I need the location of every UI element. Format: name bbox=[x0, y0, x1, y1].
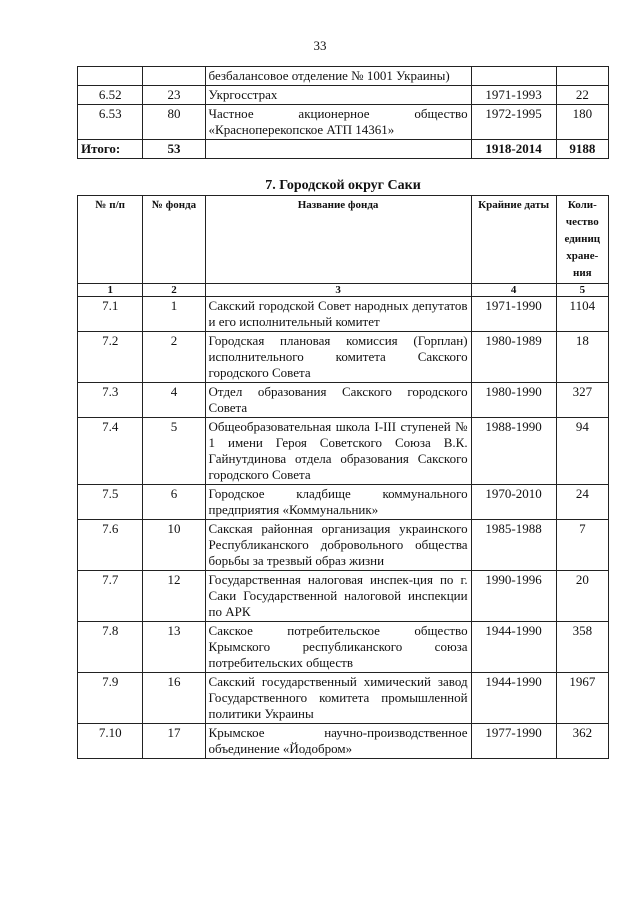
cell-fund bbox=[143, 67, 205, 86]
cell-name: Государственная налоговая инспек-ция по г. Саки Государственной налоговой инспекции по АРК bbox=[205, 571, 471, 622]
cell-name: Отдел образования Сакского городского Совета bbox=[205, 383, 471, 418]
cell-name: безбалансовое отделение № 1001 Украины) bbox=[205, 67, 471, 86]
cell-count bbox=[556, 67, 608, 86]
cell-dates: 1990-1996 bbox=[471, 571, 556, 622]
table-row bbox=[78, 383, 609, 418]
table-row bbox=[78, 622, 609, 673]
table-row bbox=[78, 86, 609, 105]
header-fund: № фонда bbox=[143, 196, 205, 284]
cell-count: 327 bbox=[556, 383, 608, 418]
cell-fund: 10 bbox=[143, 520, 205, 571]
cell-dates: 1970-2010 bbox=[471, 485, 556, 520]
cell-count: 18 bbox=[556, 332, 608, 383]
cell-count: 1967 bbox=[556, 673, 608, 724]
cell-count: 20 bbox=[556, 571, 608, 622]
cell-fund: 17 bbox=[143, 724, 205, 759]
cell-dates: 1972-1995 bbox=[471, 105, 556, 140]
cell-name: Городская плановая комиссия (Горплан) исполнительного комитета Сакского городского Совета bbox=[205, 332, 471, 383]
table-row bbox=[78, 673, 609, 724]
cell-num: 7.2 bbox=[78, 332, 143, 383]
cell-num: 7.6 bbox=[78, 520, 143, 571]
table-row bbox=[78, 485, 609, 520]
cell-fund: 16 bbox=[143, 673, 205, 724]
cell-fund: 6 bbox=[143, 485, 205, 520]
table-row bbox=[78, 105, 609, 140]
table-row bbox=[78, 520, 609, 571]
cell-name: Частное акционерное общество «Красноперекопское АТП 14361» bbox=[205, 105, 471, 140]
cell-count: 180 bbox=[556, 105, 608, 140]
cell-name: Сакская районная организация украинского Республиканского добровольного общества борьбы за трезвый образ жизни bbox=[205, 520, 471, 571]
cell-name: Крымское научно-производственное объединение «Йодобром» bbox=[205, 724, 471, 759]
cell-name: Сакский городской Совет народных депутатов и его исполнительный комитет bbox=[205, 297, 471, 332]
cell-fund: 12 bbox=[143, 571, 205, 622]
cell-num bbox=[78, 67, 143, 86]
cell-fund: 23 bbox=[143, 86, 205, 105]
previous-section-table bbox=[77, 66, 609, 159]
cell-count: 7 bbox=[556, 520, 608, 571]
cell-fund: 80 bbox=[143, 105, 205, 140]
column-index-row bbox=[78, 284, 609, 297]
cell-dates: 1944-1990 bbox=[471, 673, 556, 724]
cell-fund: 13 bbox=[143, 622, 205, 673]
cell-fund: 5 bbox=[143, 418, 205, 485]
cell-count: 22 bbox=[556, 86, 608, 105]
col-index: 4 bbox=[471, 284, 556, 297]
cell-name: Сакское потребительское общество Крымского республиканского союза потребительских обществ bbox=[205, 622, 471, 673]
cell-count: 94 bbox=[556, 418, 608, 485]
cell-name: Городское кладбище коммунального предприятия «Коммунальник» bbox=[205, 485, 471, 520]
table-row bbox=[78, 571, 609, 622]
table-row bbox=[78, 332, 609, 383]
header-dates: Крайние даты bbox=[471, 196, 556, 284]
table-row bbox=[78, 140, 609, 159]
cell-dates: 1971-1990 bbox=[471, 297, 556, 332]
table-row bbox=[78, 724, 609, 759]
cell-count: 362 bbox=[556, 724, 608, 759]
cell-num: 6.52 bbox=[78, 86, 143, 105]
cell-num: 7.10 bbox=[78, 724, 143, 759]
header-name: Название фонда bbox=[205, 196, 471, 284]
cell-fund: 4 bbox=[143, 383, 205, 418]
cell-num: 7.8 bbox=[78, 622, 143, 673]
cell-fund: 53 bbox=[143, 140, 205, 159]
cell-count: 1104 bbox=[556, 297, 608, 332]
header-num: № п/п bbox=[78, 196, 143, 284]
cell-dates bbox=[471, 67, 556, 86]
cell-name: Укргосстрах bbox=[205, 86, 471, 105]
cell-num: 7.3 bbox=[78, 383, 143, 418]
cell-count: 358 bbox=[556, 622, 608, 673]
cell-num: 7.1 bbox=[78, 297, 143, 332]
table-row bbox=[78, 67, 609, 86]
cell-num: 7.9 bbox=[78, 673, 143, 724]
cell-count: 24 bbox=[556, 485, 608, 520]
table-header-row bbox=[78, 196, 609, 284]
cell-num: Итого: bbox=[78, 140, 143, 159]
cell-dates: 1980-1990 bbox=[471, 383, 556, 418]
cell-num: 7.7 bbox=[78, 571, 143, 622]
header-count: Коли-чество единиц хране-ния bbox=[556, 196, 608, 284]
cell-name: Сакский государственный химический завод Государственного комитета промышленной политики Украины bbox=[205, 673, 471, 724]
cell-dates: 1985-1988 bbox=[471, 520, 556, 571]
table-row bbox=[78, 297, 609, 332]
page-number: 33 bbox=[313, 38, 327, 53]
cell-num: 7.4 bbox=[78, 418, 143, 485]
col-index: 1 bbox=[78, 284, 143, 297]
section-title: 7. Городской округ Саки bbox=[265, 178, 421, 193]
cell-dates: 1944-1990 bbox=[471, 622, 556, 673]
cell-dates: 1988-1990 bbox=[471, 418, 556, 485]
cell-name: Общеобразовательная школа I-III ступеней № 1 имени Героя Советского Союза В.К. Гайнутдинова отдела образования Сакского городского Совета bbox=[205, 418, 471, 485]
cell-num: 6.53 bbox=[78, 105, 143, 140]
col-index: 2 bbox=[143, 284, 205, 297]
fund-list-table bbox=[77, 195, 609, 759]
col-index: 5 bbox=[556, 284, 608, 297]
cell-count: 9188 bbox=[556, 140, 608, 159]
cell-dates: 1980-1989 bbox=[471, 332, 556, 383]
col-index: 3 bbox=[205, 284, 471, 297]
cell-dates: 1977-1990 bbox=[471, 724, 556, 759]
cell-name bbox=[205, 140, 471, 159]
table-row bbox=[78, 418, 609, 485]
cell-fund: 1 bbox=[143, 297, 205, 332]
cell-dates: 1971-1993 bbox=[471, 86, 556, 105]
cell-dates: 1918-2014 bbox=[471, 140, 556, 159]
cell-fund: 2 bbox=[143, 332, 205, 383]
cell-num: 7.5 bbox=[78, 485, 143, 520]
